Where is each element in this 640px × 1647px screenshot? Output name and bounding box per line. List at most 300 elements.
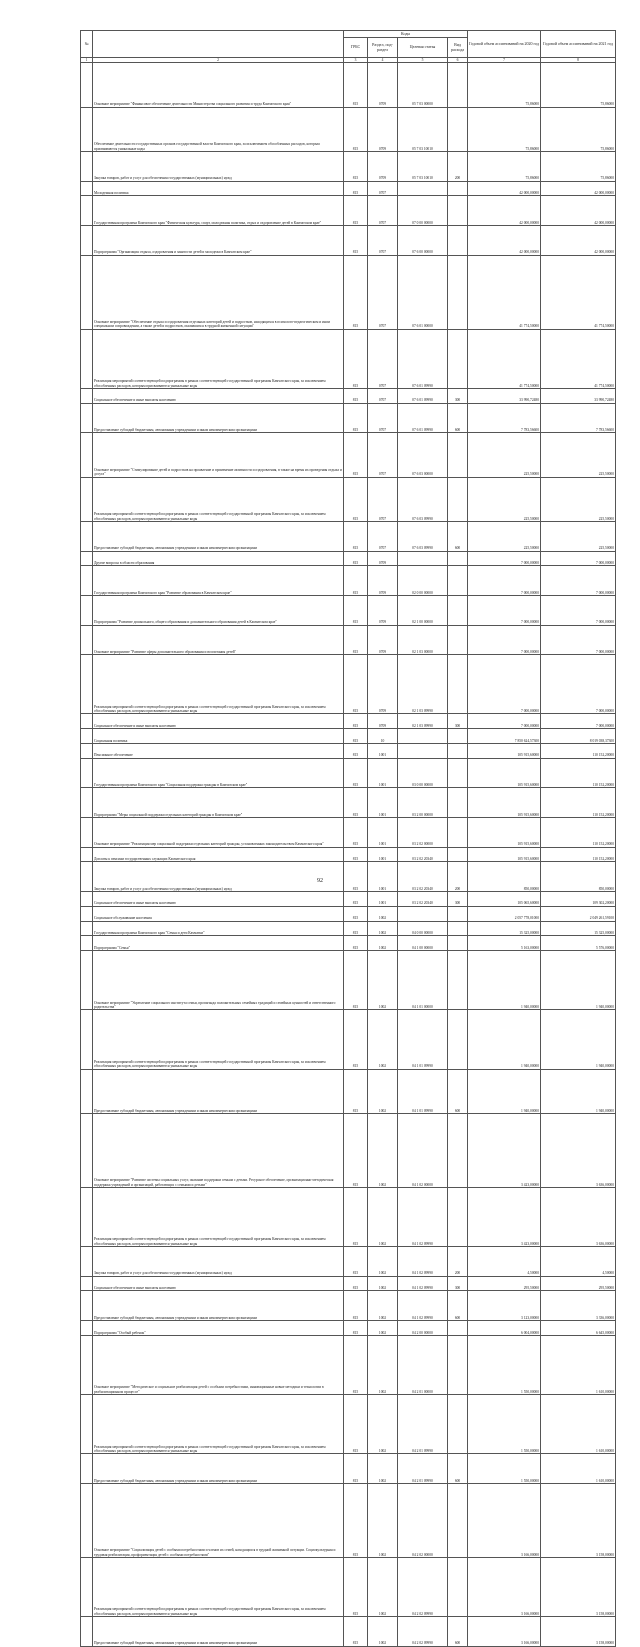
row-vr-cell: [448, 729, 468, 744]
row-number-cell: [81, 1335, 93, 1394]
row-number-cell: [81, 743, 93, 758]
row-razdel-cell: 0707: [368, 403, 398, 433]
row-number-cell: [81, 226, 93, 256]
row-razdel-cell: 0707: [368, 196, 398, 226]
row-amount-2020-cell: 105 065,60000: [468, 891, 541, 906]
row-number-cell: [81, 921, 93, 936]
row-csr-cell: 02 1 03 09990: [398, 714, 448, 729]
row-amount-2021-cell: 225,50000: [541, 433, 616, 477]
table-row: [81, 758, 616, 788]
row-amount-2020-cell: 105 915,60000: [468, 758, 541, 788]
row-razdel-cell: 0709: [368, 714, 398, 729]
row-razdel-cell: 0707: [368, 477, 398, 521]
row-razdel-cell: 0707: [368, 181, 398, 196]
row-grbs-cell: 815: [344, 862, 368, 892]
row-amount-2020-cell: 3 166,00000: [468, 1483, 541, 1557]
row-vr-cell: 300: [448, 1276, 468, 1291]
row-grbs-cell: 815: [344, 1321, 368, 1336]
row-amount-2020-cell: 5 163,00000: [468, 936, 541, 951]
row-amount-2020-cell: 42 000,00000: [468, 196, 541, 226]
table-row: [81, 226, 616, 256]
table-row: [81, 255, 616, 329]
row-razdel-cell: 0709: [368, 625, 398, 655]
table-row: [81, 1454, 616, 1484]
row-razdel-cell: 1002: [368, 1010, 398, 1069]
row-vr-cell: [448, 226, 468, 256]
table-row: [81, 1113, 616, 1187]
row-number-cell: [81, 196, 93, 226]
row-razdel-cell: 1002: [368, 1069, 398, 1113]
row-number-cell: [81, 1483, 93, 1557]
row-razdel-cell: 0709: [368, 63, 398, 107]
row-name-cell: Реализация мероприятий соответствующей подпрограммы в рамках соответствующей государственной программы Камчатского края, за исключением обособленных расходов, которым присваиваются уникальные коды: [93, 1395, 344, 1454]
row-vr-cell: [448, 1187, 468, 1246]
row-csr-cell: 03 2 00 00000: [398, 788, 448, 818]
row-amount-2021-cell: 41 774,50000: [541, 329, 616, 388]
row-csr-cell: 04 1 02 09990: [398, 1187, 448, 1246]
budget-table: [80, 30, 616, 1647]
row-grbs-cell: 815: [344, 1276, 368, 1291]
table-row: [81, 817, 616, 847]
row-razdel-cell: 1002: [368, 1557, 398, 1616]
row-grbs-cell: 815: [344, 1291, 368, 1321]
table-row: [81, 788, 616, 818]
row-name-cell: Реализация мероприятий соответствующей подпрограммы в рамках соответствующей государственной программы Камчатского края, за исключением обособленных расходов, которым присваиваются уникальные коды: [93, 477, 344, 521]
row-amount-2020-cell: 1 940,00000: [468, 1069, 541, 1113]
row-name-cell: Основное мероприятие "Обеспечение отдыха и оздоровления отдельных категорий детей и подростков, находящихся в психолого-педагогическом и ином специальном сопровождении, а также детей и подростков, оказавшихся в трудной жизненной ситуации": [93, 255, 344, 329]
row-csr-cell: 04 2 02 09990: [398, 1617, 448, 1647]
row-amount-2020-cell: 75,86000: [468, 63, 541, 107]
row-amount-2021-cell: 75,86000: [541, 63, 616, 107]
row-razdel-cell: 0707: [368, 388, 398, 403]
row-number-cell: [81, 1395, 93, 1454]
row-vr-cell: [448, 936, 468, 951]
table-row: [81, 477, 616, 521]
row-amount-2020-cell: 3 166,00000: [468, 1617, 541, 1647]
row-number-cell: [81, 551, 93, 566]
row-vr-cell: 300: [448, 891, 468, 906]
row-amount-2021-cell: 7 000,00000: [541, 566, 616, 596]
row-amount-2021-cell: 7 000,00000: [541, 655, 616, 714]
row-amount-2021-cell: 7 783,56600: [541, 403, 616, 433]
table-row: [81, 1291, 616, 1321]
table-row: [81, 566, 616, 596]
row-grbs-cell: 815: [344, 743, 368, 758]
row-csr-cell: 02 1 03 09990: [398, 655, 448, 714]
row-grbs-cell: 815: [344, 625, 368, 655]
row-name-cell: Основное мероприятие "Развитие системы социальных услуг, оказание поддержки семьям с детьми. Ресурсное обеспечение, организационно-методическая поддержка учреждений и организаций, работающих с семьями и детьми": [93, 1113, 344, 1187]
col-number: 4: [368, 58, 398, 63]
table-row: [81, 625, 616, 655]
row-amount-2021-cell: 1 940,00000: [541, 951, 616, 1010]
row-vr-cell: [448, 758, 468, 788]
row-name-cell: Предоставление субсидий бюджетным, автономным учреждениям и иным некоммерческим организациям: [93, 1454, 344, 1484]
row-name-cell: Обеспечение деятельности государственных органов государственной власти Камчатского края, за исключением обособленных расходов, которым присваиваются уникальные коды: [93, 107, 344, 151]
row-amount-2020-cell: 1 940,00000: [468, 951, 541, 1010]
row-amount-2020-cell: 7 000,00000: [468, 551, 541, 566]
row-csr-cell: 05 7 03 10010: [398, 152, 448, 182]
row-amount-2021-cell: 1 940,00000: [541, 1069, 616, 1113]
row-grbs-cell: 815: [344, 551, 368, 566]
row-number-cell: [81, 566, 93, 596]
row-amount-2020-cell: 3 166,00000: [468, 1557, 541, 1616]
row-name-cell: Социальное обеспечение и иные выплаты населению: [93, 388, 344, 403]
row-amount-2021-cell: 2 049 261,59100: [541, 906, 616, 921]
row-name-cell: Пенсионное обеспечение: [93, 743, 344, 758]
row-grbs-cell: 815: [344, 107, 368, 151]
table-row: [81, 596, 616, 626]
row-csr-cell: 04 1 00 00000: [398, 936, 448, 951]
row-vr-cell: 600: [448, 1291, 468, 1321]
row-amount-2020-cell: 75,86000: [468, 107, 541, 151]
row-vr-cell: [448, 181, 468, 196]
header-codes: Коды: [344, 31, 468, 38]
row-csr-cell: 07 6 01 09990: [398, 329, 448, 388]
table-row: [81, 1010, 616, 1069]
row-grbs-cell: 815: [344, 566, 368, 596]
row-vr-cell: [448, 566, 468, 596]
row-amount-2021-cell: 6 645,00000: [541, 1321, 616, 1336]
row-name-cell: Государственная программа Камчатского края "Семья и дети Камчатки": [93, 921, 344, 936]
row-amount-2021-cell: 3 158,00000: [541, 1557, 616, 1616]
row-csr-cell: [398, 906, 448, 921]
row-amount-2020-cell: 1 550,00000: [468, 1454, 541, 1484]
row-csr-cell: 05 7 03 00000: [398, 63, 448, 107]
row-grbs-cell: 815: [344, 921, 368, 936]
row-number-cell: [81, 758, 93, 788]
row-amount-2020-cell: 7 000,00000: [468, 625, 541, 655]
row-name-cell: Государственная программа Камчатского края "Физическая культура, спорт, молодежная политика, отдых и оздоровление детей в Камчатском крае": [93, 196, 344, 226]
row-name-cell: Основное мероприятие "Финансовое обеспечение деятельности Министерства социального развития и труда Камчатского края": [93, 63, 344, 107]
row-vr-cell: [448, 1010, 468, 1069]
row-number-cell: [81, 1557, 93, 1616]
row-csr-cell: 03 2 02 20340: [398, 862, 448, 892]
table-row: [81, 891, 616, 906]
row-number-cell: [81, 714, 93, 729]
row-name-cell: Доплаты к пенсиям государственных служащих Камчатского края: [93, 847, 344, 862]
row-csr-cell: 04 1 02 09990: [398, 1247, 448, 1277]
row-name-cell: Основное мероприятие "Реализация мер социальной поддержки отдельных категорий граждан, установленных законодательством Камчатского края": [93, 817, 344, 847]
row-grbs-cell: 815: [344, 758, 368, 788]
row-grbs-cell: 815: [344, 1069, 368, 1113]
row-number-cell: [81, 1454, 93, 1484]
table-row: [81, 1321, 616, 1336]
row-name-cell: Молодежная политика: [93, 181, 344, 196]
row-name-cell: Социальное обеспечение и иные выплаты населению: [93, 1276, 344, 1291]
row-vr-cell: 600: [448, 403, 468, 433]
row-razdel-cell: 1002: [368, 921, 398, 936]
row-amount-2021-cell: 42 000,00000: [541, 226, 616, 256]
row-grbs-cell: 815: [344, 1247, 368, 1277]
row-razdel-cell: 1002: [368, 1483, 398, 1557]
row-razdel-cell: 0709: [368, 655, 398, 714]
row-grbs-cell: 815: [344, 63, 368, 107]
row-razdel-cell: 1001: [368, 847, 398, 862]
row-grbs-cell: 815: [344, 1335, 368, 1394]
row-grbs-cell: 815: [344, 181, 368, 196]
row-number-cell: [81, 1247, 93, 1277]
row-amount-2021-cell: 110 152,20000: [541, 847, 616, 862]
table-row: [81, 714, 616, 729]
row-number-cell: [81, 255, 93, 329]
table-row: [81, 921, 616, 936]
row-number-cell: [81, 847, 93, 862]
row-csr-cell: 02 1 00 00000: [398, 596, 448, 626]
col-number: 3: [344, 58, 368, 63]
row-amount-2021-cell: 110 152,20000: [541, 758, 616, 788]
row-amount-2021-cell: 1 940,00000: [541, 1010, 616, 1069]
row-name-cell: Предоставление субсидий бюджетным, автономным учреждениям и иным некоммерческим организациям: [93, 522, 344, 552]
row-vr-cell: [448, 817, 468, 847]
row-amount-2021-cell: 42 000,00000: [541, 196, 616, 226]
row-number-cell: [81, 625, 93, 655]
row-amount-2020-cell: 105 915,60000: [468, 817, 541, 847]
row-csr-cell: 04 1 02 09990: [398, 1291, 448, 1321]
header-year-2020: Годовой объем ассигнований на 2020 год: [468, 31, 541, 58]
row-name-cell: Основное мероприятие "Стимулирование детей и подростков на проявление и применение активности и оздоровления, в также на время их проведения отдыха и досуга": [93, 433, 344, 477]
row-grbs-cell: 815: [344, 847, 368, 862]
row-csr-cell: 05 7 03 10010: [398, 107, 448, 151]
row-csr-cell: [398, 181, 448, 196]
row-vr-cell: 200: [448, 862, 468, 892]
row-grbs-cell: 815: [344, 906, 368, 921]
row-grbs-cell: 815: [344, 891, 368, 906]
row-grbs-cell: 815: [344, 655, 368, 714]
header-razdel: Раздел, под-раздел: [368, 38, 398, 58]
row-name-cell: Социальное обеспечение и иные выплаты населению: [93, 714, 344, 729]
row-grbs-cell: 815: [344, 1187, 368, 1246]
row-razdel-cell: 1001: [368, 743, 398, 758]
table-row: [81, 655, 616, 714]
row-razdel-cell: 1002: [368, 1454, 398, 1484]
row-number-cell: [81, 951, 93, 1010]
row-name-cell: Подпрограмма "Меры социальной поддержки отдельных категорий граждан в Камчатском крае": [93, 788, 344, 818]
row-csr-cell: 02 0 00 00000: [398, 566, 448, 596]
row-amount-2021-cell: 110 152,20000: [541, 743, 616, 758]
table-body: [81, 63, 616, 1646]
row-amount-2021-cell: 1 610,00000: [541, 1454, 616, 1484]
row-razdel-cell: 0709: [368, 152, 398, 182]
header-year-2021: Годовой объем ассигнований на 2021 год: [541, 31, 616, 58]
row-csr-cell: 04 1 01 09990: [398, 1069, 448, 1113]
row-number-cell: [81, 1321, 93, 1336]
row-amount-2020-cell: 105 915,60000: [468, 847, 541, 862]
row-vr-cell: [448, 1335, 468, 1394]
row-razdel-cell: 1002: [368, 1247, 398, 1277]
row-vr-cell: [448, 477, 468, 521]
row-razdel-cell: 1002: [368, 1335, 398, 1394]
row-vr-cell: [448, 743, 468, 758]
row-amount-2021-cell: 3 158,00000: [541, 1483, 616, 1557]
row-csr-cell: 04 1 02 09990: [398, 1276, 448, 1291]
row-vr-cell: [448, 906, 468, 921]
row-amount-2020-cell: 850,00000: [468, 862, 541, 892]
row-grbs-cell: 815: [344, 817, 368, 847]
row-razdel-cell: 0707: [368, 226, 398, 256]
row-grbs-cell: 815: [344, 1010, 368, 1069]
row-amount-2020-cell: 7 000,00000: [468, 655, 541, 714]
row-csr-cell: 02 1 03 00000: [398, 625, 448, 655]
row-razdel-cell: 1002: [368, 1113, 398, 1187]
row-amount-2021-cell: 3 158,00000: [541, 1617, 616, 1647]
row-amount-2020-cell: 7 000,00000: [468, 596, 541, 626]
row-amount-2021-cell: 110 152,20000: [541, 788, 616, 818]
table-row: [81, 862, 616, 892]
row-csr-cell: 07 6 00 00000: [398, 226, 448, 256]
row-number-cell: [81, 1069, 93, 1113]
row-razdel-cell: 0709: [368, 596, 398, 626]
row-amount-2020-cell: 42 000,00000: [468, 181, 541, 196]
row-amount-2020-cell: 7 783,56600: [468, 403, 541, 433]
row-name-cell: Государственная программа Камчатского края "Социальная поддержка граждан в Камчатском крае": [93, 758, 344, 788]
row-grbs-cell: 815: [344, 329, 368, 388]
table-row: [81, 1617, 616, 1647]
row-csr-cell: 07 0 00 00000: [398, 196, 448, 226]
row-name-cell: Закупка товаров, работ и услуг для обеспечения государственных (муниципальных) нужд: [93, 152, 344, 182]
row-csr-cell: [398, 743, 448, 758]
row-number-cell: [81, 936, 93, 951]
row-vr-cell: [448, 63, 468, 107]
row-amount-2020-cell: 33 990,72480: [468, 388, 541, 403]
row-vr-cell: [448, 788, 468, 818]
table-row: [81, 196, 616, 226]
row-amount-2020-cell: 7 000,00000: [468, 714, 541, 729]
row-number-cell: [81, 329, 93, 388]
row-amount-2021-cell: 225,50000: [541, 477, 616, 521]
row-grbs-cell: 815: [344, 729, 368, 744]
row-grbs-cell: 815: [344, 1557, 368, 1616]
table-row: [81, 951, 616, 1010]
table-row: [81, 1069, 616, 1113]
table-row: [81, 1395, 616, 1454]
row-amount-2021-cell: 75,86000: [541, 107, 616, 151]
row-amount-2021-cell: 295,50000: [541, 1276, 616, 1291]
row-amount-2021-cell: 109 302,20000: [541, 891, 616, 906]
row-amount-2021-cell: 5 576,00000: [541, 936, 616, 951]
table-row: [81, 181, 616, 196]
table-row: [81, 1187, 616, 1246]
table-row: [81, 403, 616, 433]
row-name-cell: Социальное обеспечение и иные выплаты населению: [93, 891, 344, 906]
row-amount-2020-cell: 1 940,00000: [468, 1010, 541, 1069]
table-row: [81, 1483, 616, 1557]
row-amount-2020-cell: 41 774,50000: [468, 255, 541, 329]
row-grbs-cell: 815: [344, 152, 368, 182]
row-name-cell: Основное мероприятие "Социализация детей с особыми потребностями и членов их семей, находящихся в трудной жизненной ситуации. Социокультурная и трудовая реабилитация, профориентация детей с особыми потребностями": [93, 1483, 344, 1557]
row-csr-cell: 07 6 03 09990: [398, 477, 448, 521]
row-amount-2020-cell: 3 123,00000: [468, 1291, 541, 1321]
row-amount-2021-cell: 7 000,00000: [541, 551, 616, 566]
row-name-cell: Социальное обслуживание населения: [93, 906, 344, 921]
row-csr-cell: 04 0 00 00000: [398, 921, 448, 936]
row-name-cell: Предоставление субсидий бюджетным, автономным учреждениям и иным некоммерческим организациям: [93, 403, 344, 433]
table-row: [81, 433, 616, 477]
row-vr-cell: 300: [448, 714, 468, 729]
row-razdel-cell: 1002: [368, 906, 398, 921]
table-row: [81, 1335, 616, 1394]
row-number-cell: [81, 596, 93, 626]
row-razdel-cell: 0709: [368, 551, 398, 566]
row-amount-2020-cell: 4,50000: [468, 1247, 541, 1277]
row-grbs-cell: 815: [344, 1454, 368, 1484]
row-number-cell: [81, 433, 93, 477]
row-number-cell: [81, 655, 93, 714]
col-number: 5: [398, 58, 448, 63]
row-number-cell: [81, 1617, 93, 1647]
row-csr-cell: 04 2 02 00000: [398, 1483, 448, 1557]
row-grbs-cell: 815: [344, 788, 368, 818]
row-vr-cell: 200: [448, 152, 468, 182]
row-amount-2020-cell: 225,50000: [468, 433, 541, 477]
row-csr-cell: 04 2 02 09990: [398, 1557, 448, 1616]
row-razdel-cell: 1002: [368, 951, 398, 1010]
row-grbs-cell: 815: [344, 1483, 368, 1557]
row-vr-cell: [448, 655, 468, 714]
row-number-cell: [81, 862, 93, 892]
row-vr-cell: [448, 921, 468, 936]
row-amount-2021-cell: 7 000,00000: [541, 625, 616, 655]
col-number: 1: [81, 58, 93, 63]
row-csr-cell: 03 2 02 20340: [398, 891, 448, 906]
table-row: [81, 551, 616, 566]
row-number-cell: [81, 388, 93, 403]
row-amount-2020-cell: 41 774,50000: [468, 329, 541, 388]
col-number: 8: [541, 58, 616, 63]
row-number-cell: [81, 1291, 93, 1321]
row-vr-cell: 200: [448, 1247, 468, 1277]
row-razdel-cell: 10: [368, 729, 398, 744]
row-csr-cell: 07 6 01 00000: [398, 255, 448, 329]
table-row: [81, 329, 616, 388]
row-number-cell: [81, 891, 93, 906]
row-amount-2021-cell: 7 000,00000: [541, 714, 616, 729]
row-amount-2021-cell: 110 152,20000: [541, 817, 616, 847]
table-row: [81, 152, 616, 182]
row-vr-cell: [448, 551, 468, 566]
row-csr-cell: 04 2 00 00000: [398, 1321, 448, 1336]
row-number-cell: [81, 477, 93, 521]
row-name-cell: Государственная программа Камчатского края "Развитие образования в Камчатском крае": [93, 566, 344, 596]
row-csr-cell: 04 1 01 00000: [398, 951, 448, 1010]
row-name-cell: Подпрограмма "Особый ребенок": [93, 1321, 344, 1336]
row-number-cell: [81, 788, 93, 818]
row-grbs-cell: 815: [344, 196, 368, 226]
row-vr-cell: [448, 847, 468, 862]
table-row: [81, 1276, 616, 1291]
row-vr-cell: 600: [448, 522, 468, 552]
table-row: [81, 847, 616, 862]
row-amount-2020-cell: 1 550,00000: [468, 1335, 541, 1394]
header-csr: Целевая статья: [398, 38, 448, 58]
row-razdel-cell: 1002: [368, 936, 398, 951]
row-number-cell: [81, 107, 93, 151]
row-grbs-cell: 815: [344, 522, 368, 552]
row-razdel-cell: 0709: [368, 107, 398, 151]
row-grbs-cell: 815: [344, 1113, 368, 1187]
header-name: [93, 31, 344, 58]
row-amount-2020-cell: 2 057 778,01000: [468, 906, 541, 921]
row-amount-2021-cell: 15 325,00000: [541, 921, 616, 936]
row-vr-cell: [448, 1483, 468, 1557]
row-csr-cell: 07 6 03 00000: [398, 433, 448, 477]
row-razdel-cell: 1002: [368, 1291, 398, 1321]
row-number-cell: [81, 906, 93, 921]
row-csr-cell: 04 1 01 09990: [398, 1010, 448, 1069]
row-razdel-cell: 1002: [368, 1187, 398, 1246]
row-name-cell: Реализация мероприятий соответствующей подпрограммы в рамках соответствующей государственной программы Камчатского края, за исключением обособленных расходов, которым присваиваются уникальные коды: [93, 329, 344, 388]
row-amount-2020-cell: 15 325,00000: [468, 921, 541, 936]
row-amount-2020-cell: 105 915,60000: [468, 788, 541, 818]
